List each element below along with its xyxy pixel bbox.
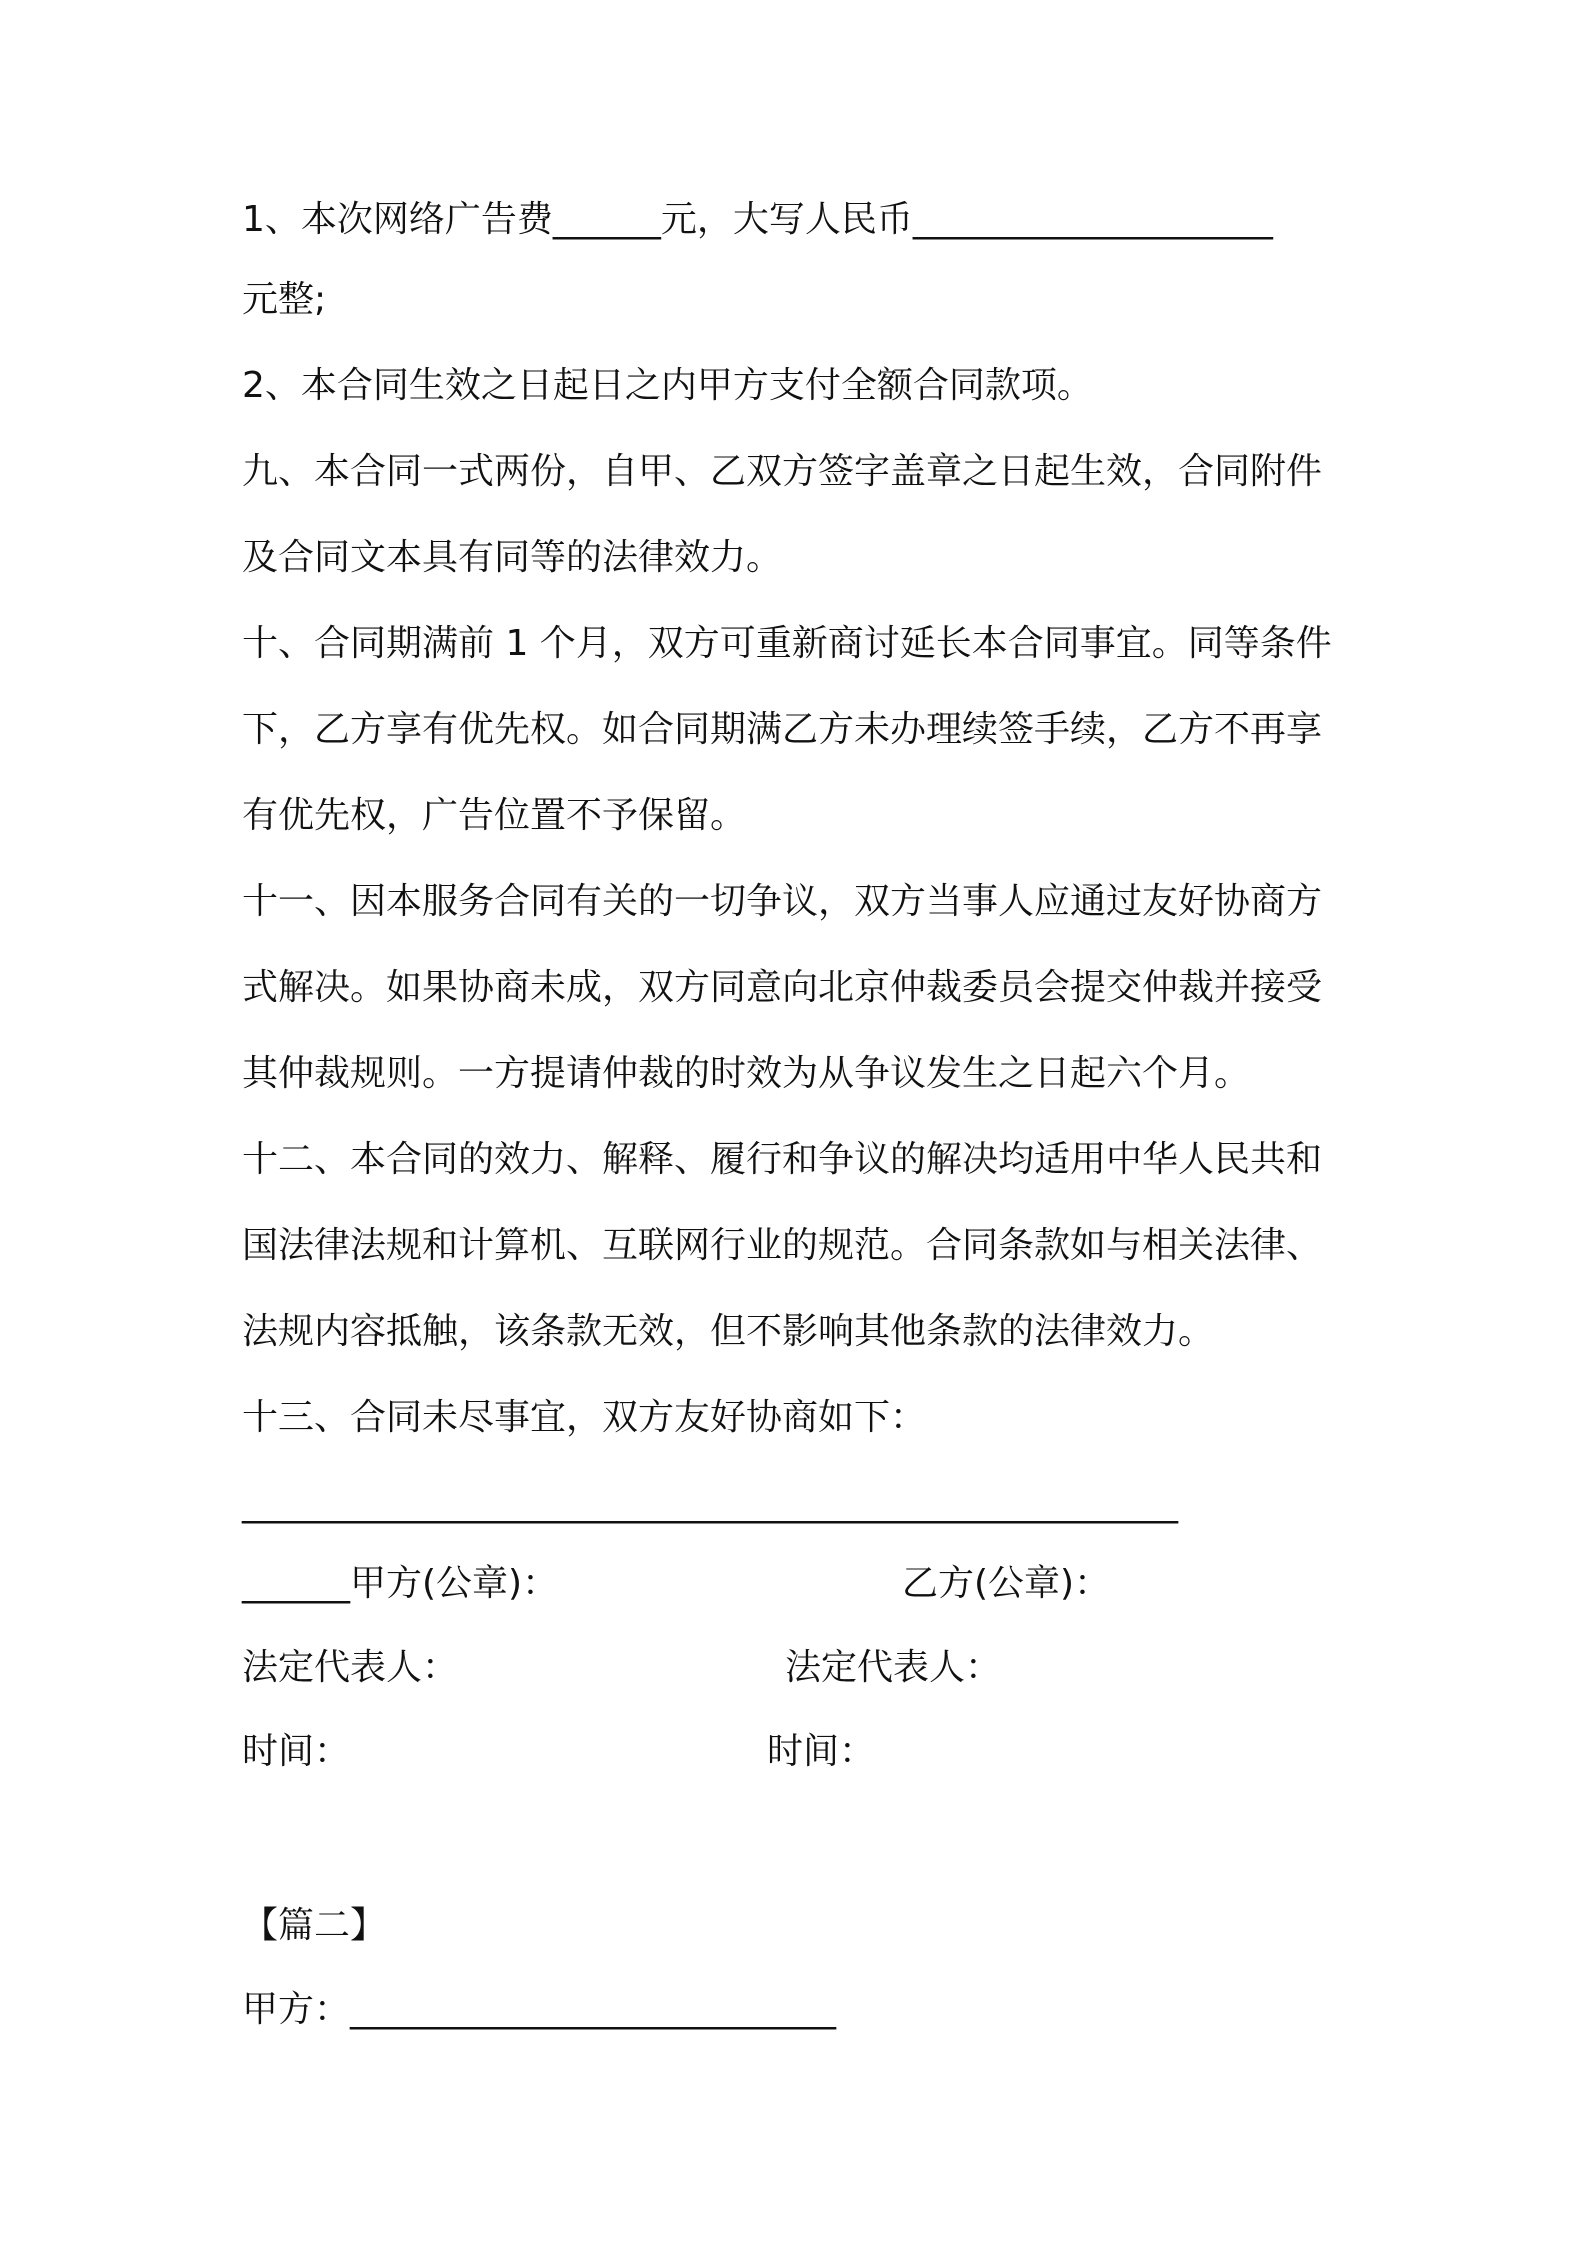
seal-row bbox=[242, 1564, 1362, 1604]
time-row bbox=[242, 1732, 1362, 1772]
clause-eleven-line1: 十一、因本服务合同有关的一切争议，双方当事人应通过友好协商方 bbox=[242, 881, 1323, 922]
party-a-seal: ______甲方(公章)： bbox=[242, 1563, 559, 1604]
document-page bbox=[242, 200, 1362, 2030]
clause-twelve-line2: 国法律法规和计算机、互联网行业的规范。合同条款如与相关法律、 bbox=[242, 1225, 1323, 1266]
party-a-representative: 法定代表人： bbox=[242, 1647, 459, 1688]
clause-thirteen: 十三、合同未尽事宜，双方友好协商如下： bbox=[242, 1397, 927, 1438]
party-a-time: 时间： bbox=[242, 1731, 351, 1772]
party-b-seal: 乙方(公章)： bbox=[902, 1563, 1111, 1604]
section2-party-a: 甲方：___________________________ bbox=[242, 1989, 837, 2030]
clause-nine-line2: 及合同文本具有同等的法律效力。 bbox=[242, 537, 783, 578]
clause-nine-line1: 九、本合同一式两份，自甲、乙双方签字盖章之日起生效，合同附件 bbox=[242, 451, 1323, 492]
party-b-representative: 法定代表人： bbox=[785, 1647, 1002, 1688]
clause-twelve-line3: 法规内容抵触，该条款无效，但不影响其他条款的法律效力。 bbox=[242, 1311, 1215, 1352]
clause-ten-line1: 十、合同期满前 1 个月，双方可重新商讨延长本合同事宜。同等条件 bbox=[242, 623, 1332, 664]
clause-eleven-line2: 式解决。如果协商未成，双方同意向北京仲裁委员会提交仲裁并接受 bbox=[242, 967, 1323, 1008]
representative-row bbox=[242, 1648, 1362, 1688]
blank-line: ____________________________________________________ bbox=[242, 1483, 1178, 1524]
clause-twelve-line1: 十二、本合同的效力、解释、履行和争议的解决均适用中华人民共和 bbox=[242, 1139, 1323, 1180]
clause-ten-line2: 下，乙方享有优先权。如合同期满乙方未办理续签手续，乙方不再享 bbox=[242, 709, 1323, 750]
clause-eleven-line3: 其仲裁规则。一方提请仲裁的时效为从争议发生之日起六个月。 bbox=[242, 1053, 1251, 1094]
clause-fee-line-cont: 元整; bbox=[242, 279, 327, 320]
section-heading: 【篇二】 bbox=[242, 1905, 387, 1946]
clause-fee-line: 1、本次网络广告费______元，大写人民币____________________ bbox=[242, 199, 1273, 240]
party-b-time: 时间： bbox=[767, 1731, 876, 1772]
clause-payment: 2、本合同生效之日起日之内甲方支付全额合同款项。 bbox=[242, 365, 1093, 406]
clause-ten-line3: 有优先权，广告位置不予保留。 bbox=[242, 795, 747, 836]
